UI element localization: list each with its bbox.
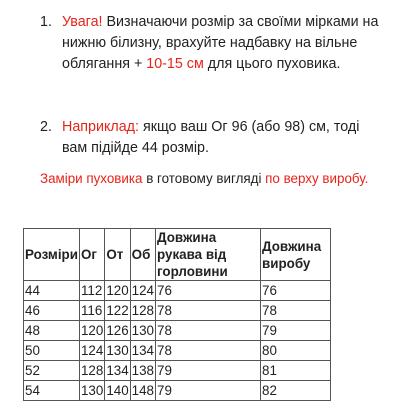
cell-chest: 112	[79, 281, 104, 301]
cell-garment-length: 80	[261, 341, 331, 361]
measurement-note-end: по верху виробу.	[265, 171, 369, 186]
measurement-note-text: в готовому вигляді	[142, 171, 266, 186]
cell-hips: 134	[130, 341, 155, 361]
cell-chest: 124	[79, 341, 104, 361]
cell-size: 46	[24, 301, 80, 321]
table-row	[24, 281, 331, 301]
header-hips: Об	[130, 229, 155, 281]
header-garment-length: Довжина виробу	[261, 229, 331, 281]
cell-sleeve-length: 79	[156, 381, 261, 401]
size-table	[23, 228, 331, 401]
cell-chest: 128	[79, 361, 104, 381]
cell-sleeve-length: 79	[156, 361, 261, 381]
cell-size: 52	[24, 361, 80, 381]
cell-waist: 120	[105, 281, 130, 301]
note-text: якщо ваш Ог 96 (або 98) см, тоді вам підійде 44 розмір.	[62, 119, 360, 156]
note-warning-label: Увага!	[62, 14, 103, 30]
cell-waist: 126	[105, 321, 130, 341]
table-row	[24, 341, 331, 361]
note-text-end: для цього пуховика.	[203, 56, 341, 72]
cell-hips: 130	[130, 321, 155, 341]
header-size: Розміри	[24, 229, 80, 281]
cell-hips: 148	[130, 381, 155, 401]
table-row	[24, 361, 331, 381]
header-sleeve-length: Довжина рукава від горловини	[156, 229, 261, 281]
header-waist: От	[105, 229, 130, 281]
cell-waist: 122	[105, 301, 130, 321]
cell-size: 48	[24, 321, 80, 341]
cell-sleeve-length: 76	[156, 281, 261, 301]
cell-chest: 120	[79, 321, 104, 341]
table-row	[24, 301, 331, 321]
note-item	[40, 117, 382, 159]
cell-hips: 124	[130, 281, 155, 301]
cell-sleeve-length: 78	[156, 301, 261, 321]
cell-hips: 128	[130, 301, 155, 321]
header-chest: Ог	[79, 229, 104, 281]
cell-size: 44	[24, 281, 80, 301]
cell-size: 54	[24, 381, 80, 401]
cell-garment-length: 78	[261, 301, 331, 321]
note-number: 2.	[40, 119, 52, 135]
cell-garment-length: 76	[261, 281, 331, 301]
cell-garment-length: 81	[261, 361, 331, 381]
cell-sleeve-length: 78	[156, 341, 261, 361]
table-header-row	[24, 229, 331, 281]
cell-waist: 134	[105, 361, 130, 381]
cell-chest: 116	[79, 301, 104, 321]
cell-garment-length: 82	[261, 381, 331, 401]
note-number: 1.	[40, 14, 52, 30]
cell-size: 50	[24, 341, 80, 361]
cell-hips: 138	[130, 361, 155, 381]
table-row	[24, 381, 331, 401]
cell-waist: 130	[105, 341, 130, 361]
measurement-note-lead: Заміри пуховика	[40, 171, 143, 186]
cell-chest: 130	[79, 381, 104, 401]
cell-garment-length: 79	[261, 321, 331, 341]
measurement-note	[22, 168, 394, 189]
table-row	[24, 321, 331, 341]
cell-waist: 140	[105, 381, 130, 401]
note-allowance: 10-15 см	[146, 56, 204, 72]
notes-list	[40, 12, 382, 159]
note-example-label: Наприклад:	[62, 119, 139, 135]
note-text: Визначаючи розмір за своїми мірками на нижню білизну, врахуйте надбавку на вільне облягання +	[62, 14, 379, 72]
cell-sleeve-length: 78	[156, 321, 261, 341]
note-item	[40, 12, 382, 117]
